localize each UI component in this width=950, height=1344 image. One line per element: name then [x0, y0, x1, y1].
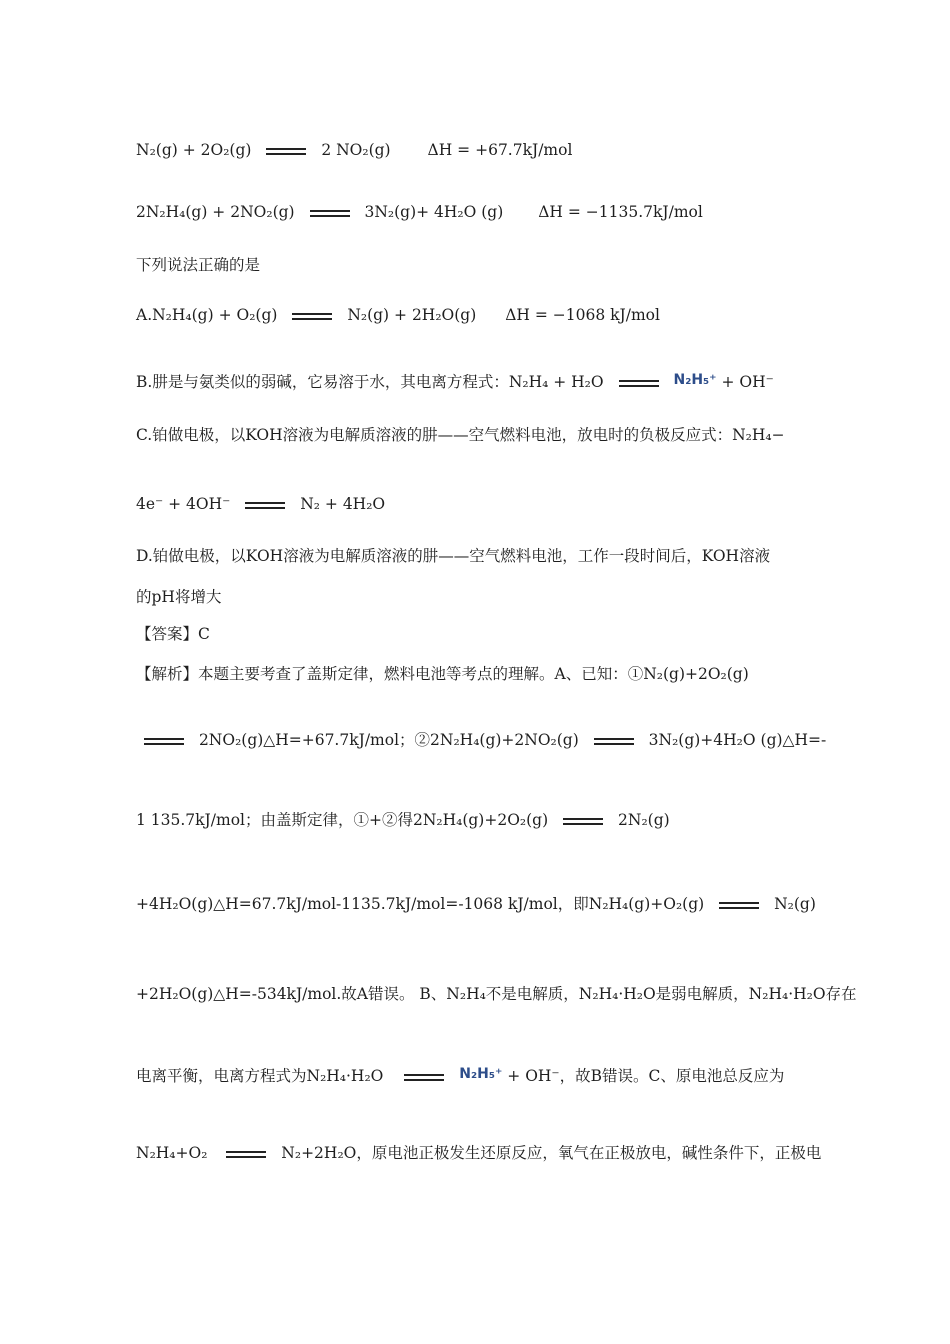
option-d: D.铂做电极，以KOH溶液为电解质溶液的肼——空气燃料电池，工作一段时间后，KOH溶液 — [136, 547, 771, 565]
equals-sign — [594, 738, 634, 745]
analysis-line-5: +2H₂O(g)△H=-534kJ/mol.故A错误。 B、N₂H₄不是电解质，N₂H₄·H₂O是弱电解质，N₂H₄·H₂O存在 — [136, 985, 857, 1003]
analysis-line-4-a: +4H₂O(g)△H=67.7kJ/mol-1135.7kJ/mol=-1068 kJ/mol，即N₂H₄(g)+O₂(g) — [136, 895, 705, 913]
analysis-line-3 — [136, 810, 850, 830]
analysis-line-7-b: N₂+2H₂O，原电池正极发生还原反应，氧气在正极放电，碱性条件下，正极电 — [281, 1144, 822, 1162]
equals-sign — [719, 902, 759, 909]
option-b-text: B.肼是与氨类似的弱碱，它易溶于水，其电离方程式：N₂H₄ + H₂O — [136, 373, 604, 391]
analysis-line-2 — [136, 730, 850, 750]
equation-2 — [136, 202, 850, 222]
analysis-line-7 — [136, 1143, 850, 1163]
option-a-products: N₂(g) + 2H₂O(g) — [347, 306, 477, 324]
equals-sign — [266, 148, 306, 155]
option-d-continued: 的pH将增大 — [136, 588, 222, 606]
equals-sign — [404, 1074, 444, 1081]
analysis-line-4 — [136, 894, 850, 914]
analysis-line-3-a: 1 135.7kJ/mol；由盖斯定律，①+②得2N₂H₄(g)+2O₂(g) — [136, 811, 549, 829]
option-a-enthalpy: ΔH = −1068 kJ/mol — [505, 306, 660, 324]
equation-2-reactants: 2N₂H₄(g) + 2NO₂(g) — [136, 203, 295, 221]
equation-1-products: 2 NO₂(g) — [321, 141, 391, 159]
option-c-reactants: 4e⁻ + 4OH⁻ — [136, 495, 231, 513]
equals-sign — [619, 380, 659, 387]
equals-sign — [226, 1151, 266, 1158]
answer-label: 【答案】C — [136, 625, 210, 643]
equals-sign — [292, 313, 332, 320]
equals-sign — [310, 210, 350, 217]
option-c: C.铂做电极，以KOH溶液为电解质溶液的肼——空气燃料电池，放电时的负极反应式：N₂H₄− — [136, 426, 785, 444]
option-c-equation — [136, 494, 850, 514]
option-a-reactants: A.N₂H₄(g) + O₂(g) — [136, 306, 278, 324]
option-b — [136, 370, 850, 392]
analysis-line-6-a: 电离平衡，电离方程式为N₂H₄·H₂O — [136, 1067, 384, 1085]
equation-2-enthalpy: ΔH = −1135.7kJ/mol — [538, 203, 703, 221]
analysis-line-2-b: 3N₂(g)+4H₂O (g)△H=- — [648, 731, 827, 749]
hydrazinium-ion-image: N₂H₅⁺ — [673, 372, 717, 388]
analysis-line-6 — [136, 1064, 850, 1086]
equals-sign — [563, 818, 603, 825]
equation-1-reactants: N₂(g) + 2O₂(g) — [136, 141, 252, 159]
equation-2-products: 3N₂(g)+ 4H₂O (g) — [364, 203, 504, 221]
option-b-tail: + OH⁻ — [721, 373, 774, 391]
analysis-line-7-a: N₂H₄+O₂ — [136, 1144, 208, 1162]
equation-1-enthalpy: ΔH = +67.7kJ/mol — [427, 141, 573, 159]
analysis-line-6-b: + OH⁻，故B错误。C、原电池总反应为 — [507, 1067, 785, 1085]
equals-sign — [144, 738, 184, 745]
analysis-line-2-a: 2NO₂(g)△H=+67.7kJ/mol；②2N₂H₄(g)+2NO₂(g) — [198, 731, 579, 749]
equation-1 — [136, 140, 850, 160]
question-stem: 下列说法正确的是 — [136, 256, 261, 274]
analysis-line-4-b: N₂(g) — [774, 895, 816, 913]
option-c-products: N₂ + 4H₂O — [300, 495, 386, 513]
analysis-line-3-b: 2N₂(g) — [618, 811, 670, 829]
equals-sign — [245, 502, 285, 509]
analysis-line-1: 【解析】本题主要考查了盖斯定律，燃料电池等考点的理解。A、已知：①N₂(g)+2O₂(g) — [136, 665, 749, 683]
option-a — [136, 305, 850, 325]
hydrazinium-ion-image: N₂H₅⁺ — [459, 1066, 503, 1082]
